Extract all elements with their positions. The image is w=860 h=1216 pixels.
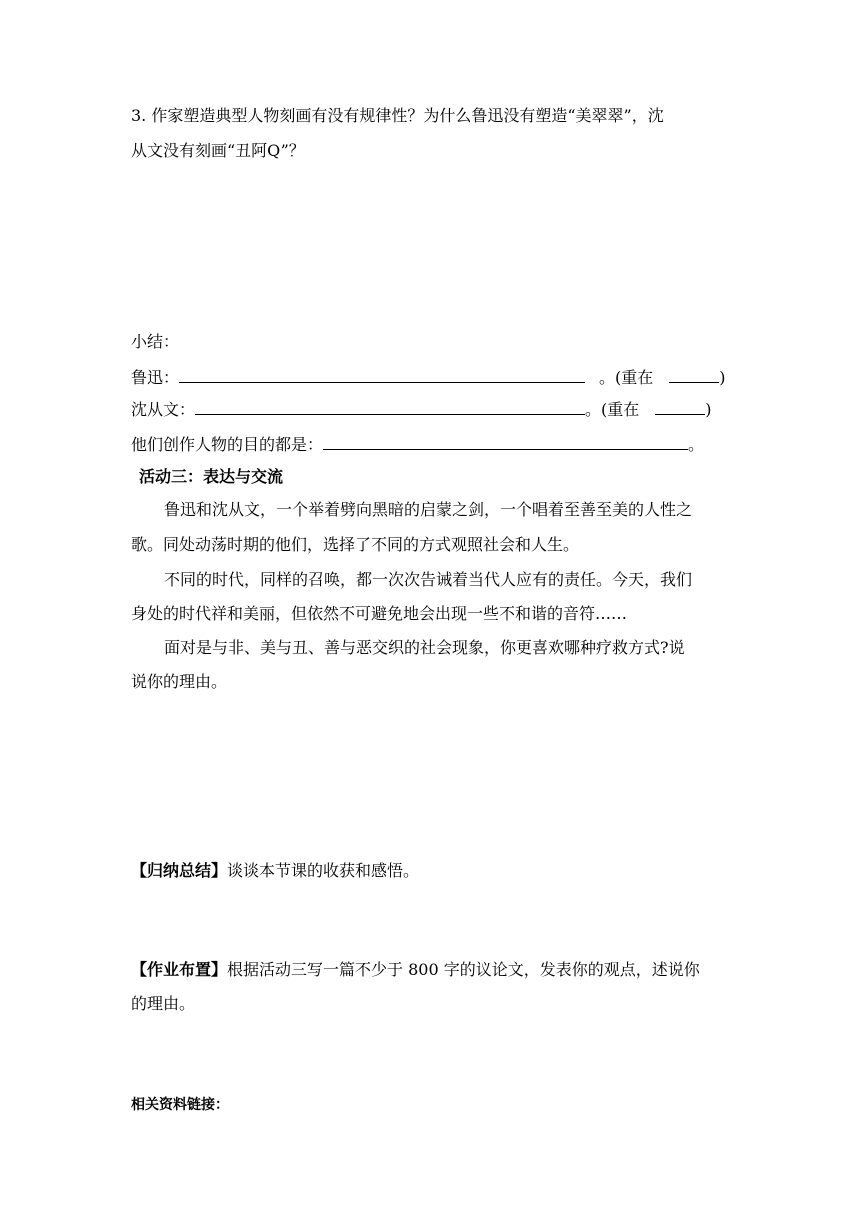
shen-focus-label: 。(重在 <box>585 400 640 419</box>
purpose-label: 他们创作人物的目的都是： <box>131 435 324 454</box>
shen-focus-blank[interactable] <box>655 398 705 415</box>
luxun-label: 鲁迅： <box>131 368 180 387</box>
homework-row <box>131 958 700 982</box>
conclusion-text: 谈谈本节课的收获和感悟。 <box>227 861 420 880</box>
activity-3-p2-line-2: 身处的时代祥和美丽，但依然不可避免地会出现一些不和谐的音符…… <box>131 604 628 623</box>
homework-text-line-1: 根据活动三写一篇不少于 800 字的议论文，发表你的观点，述说你 <box>227 960 700 979</box>
summary-heading: 小结： <box>131 332 180 351</box>
homework-label: 【作业布置】 <box>131 960 228 979</box>
luxun-focus-label: 。(重在 <box>599 368 654 387</box>
question-3-line-1: 3. 作家塑造典型人物刻画有没有规律性？为什么鲁迅没有塑造“美翠翠”，沈 <box>131 106 664 125</box>
luxun-focus-close: ) <box>719 368 726 387</box>
summary-purpose-row <box>131 431 704 455</box>
conclusion-row <box>131 859 419 883</box>
homework-text-line-2: 的理由。 <box>131 994 196 1013</box>
shen-focus-close: ) <box>705 400 712 419</box>
question-3-line-2: 从文没有刻画“丑阿Q”？ <box>131 141 305 160</box>
activity-3-p2-line-1: 不同的时代，同样的召唤，都一次次告诫着当代人应有的责任。今天，我们 <box>164 570 693 589</box>
shen-label: 沈从文： <box>131 400 196 419</box>
luxun-focus-blank[interactable] <box>669 366 719 383</box>
activity-3-p3-line-2: 说你的理由。 <box>131 672 228 691</box>
summary-luxun-row <box>131 364 726 388</box>
activity-3-p1-line-1: 鲁迅和沈从文，一个举着劈向黑暗的启蒙之剑，一个唱着至善至美的人性之 <box>164 500 693 519</box>
purpose-end: 。 <box>688 435 705 454</box>
activity-3-p1-line-2: 歌。同处动荡时期的他们，选择了不同的方式观照社会和人生。 <box>131 535 580 554</box>
activity-3-heading: 活动三：表达与交流 <box>139 467 284 486</box>
activity-3-p3-line-1: 面对是与非、美与丑、善与恶交织的社会现象，你更喜欢哪种疗救方式?说 <box>164 638 685 657</box>
shen-answer-blank[interactable] <box>195 396 585 415</box>
related-links-heading: 相关资料链接： <box>131 1097 229 1113</box>
summary-shen-row <box>131 396 712 420</box>
purpose-answer-blank[interactable] <box>323 431 688 450</box>
luxun-answer-blank[interactable] <box>179 364 585 383</box>
conclusion-label: 【归纳总结】 <box>131 861 228 880</box>
